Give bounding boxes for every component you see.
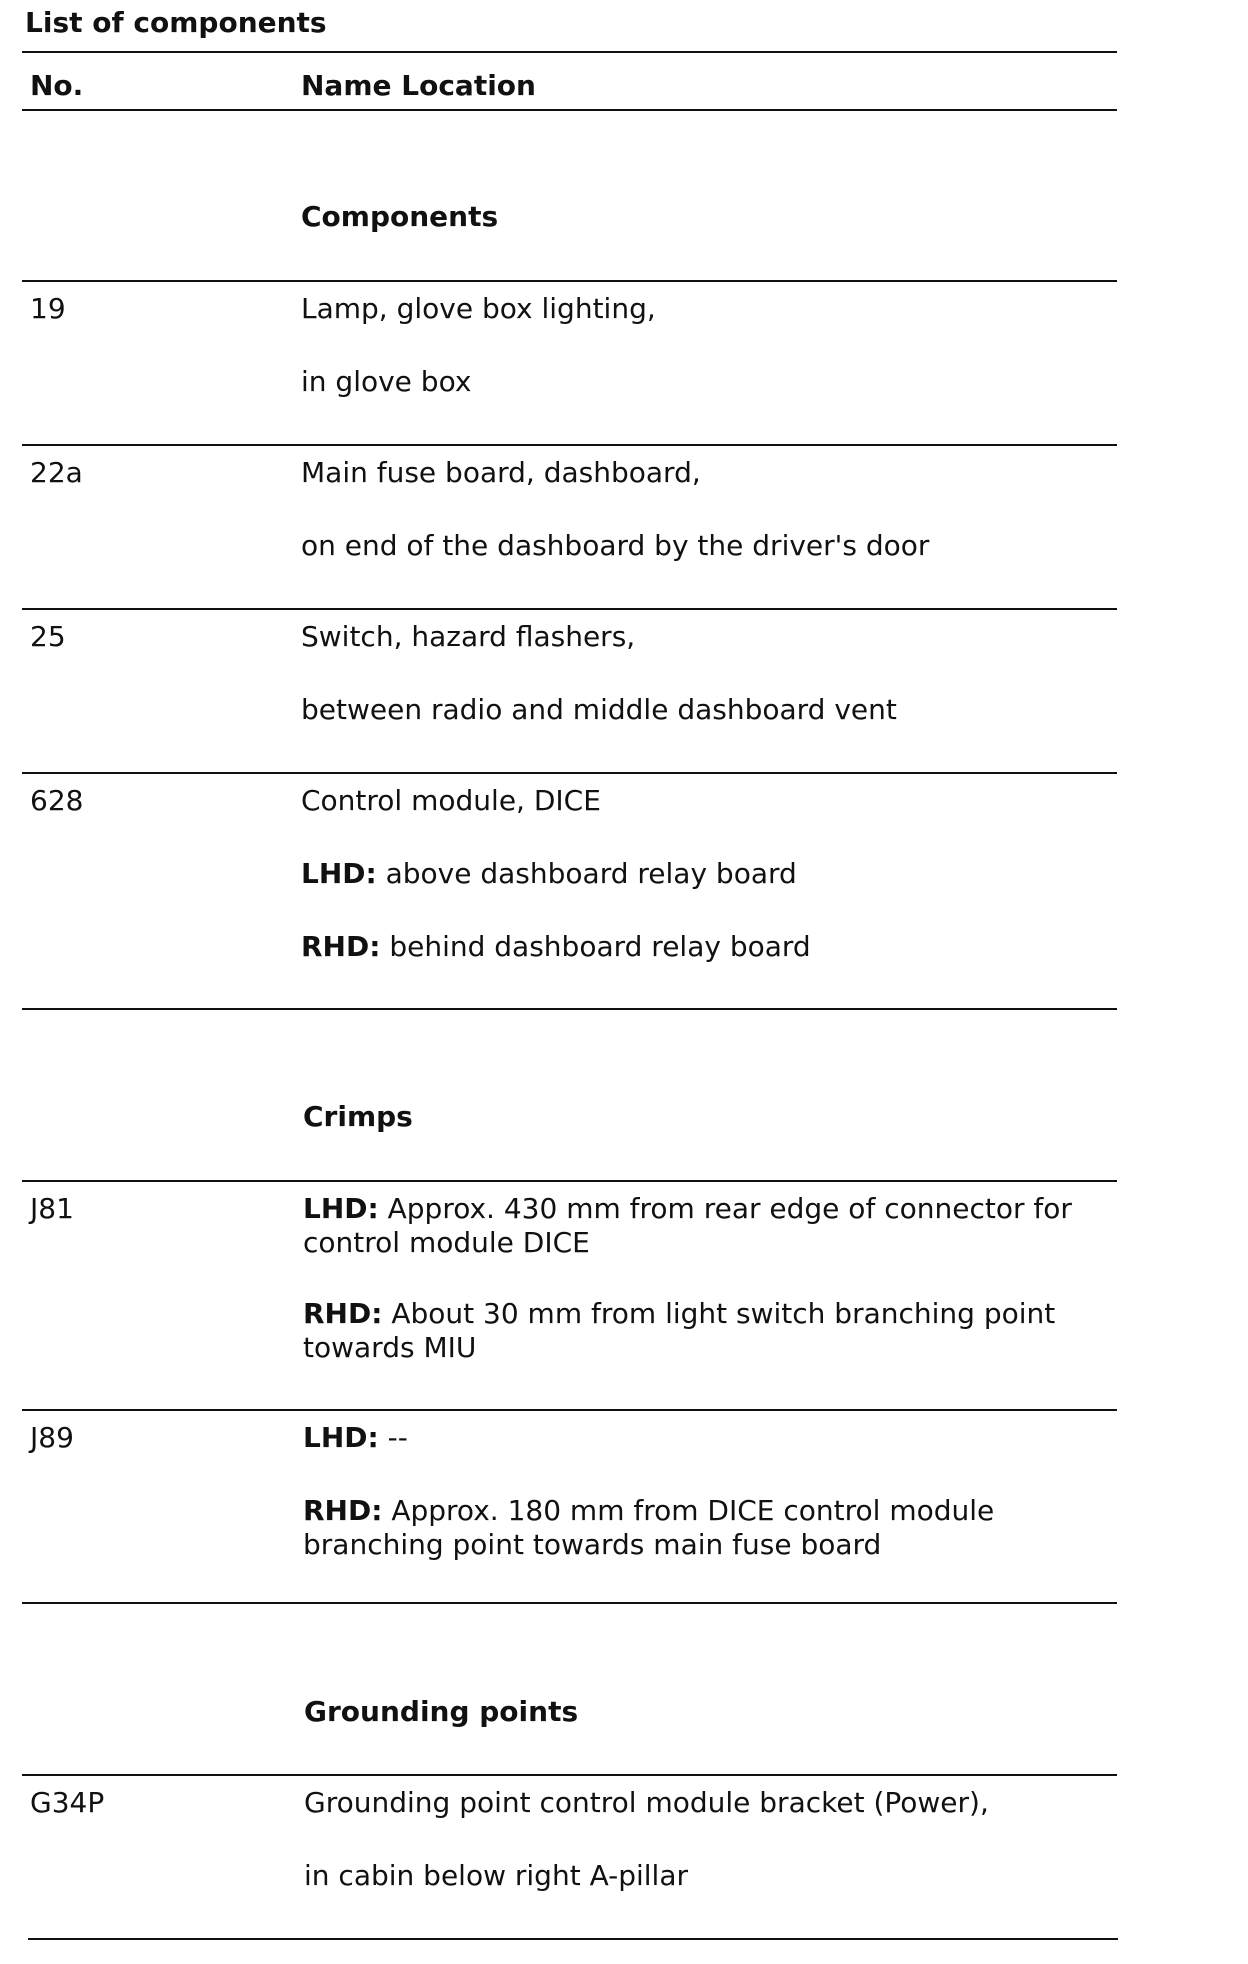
component-name: Switch, hazard flashers, — [301, 620, 636, 653]
rhd-text: About 30 mm from light switch branching point towards MIU — [303, 1297, 1056, 1364]
header-no: No. — [30, 69, 84, 102]
component-number: 22a — [30, 456, 83, 489]
lhd-location — [303, 1192, 1103, 1260]
lhd-location — [303, 1421, 1103, 1455]
rhd-label: RHD: — [303, 1297, 383, 1330]
rhd-location — [303, 1494, 1103, 1562]
section-heading-crimps: Crimps — [303, 1100, 413, 1133]
divider — [22, 109, 1117, 111]
component-number: 628 — [30, 784, 84, 817]
section-heading-grounding-points: Grounding points — [304, 1695, 579, 1728]
lhd-label: LHD: — [303, 1192, 379, 1225]
rhd-location — [303, 1297, 1103, 1365]
divider — [22, 772, 1117, 774]
divider — [22, 1409, 1117, 1411]
rhd-text: behind dashboard relay board — [380, 930, 811, 963]
lhd-location — [301, 857, 797, 891]
component-number: 19 — [30, 292, 66, 325]
section-heading-components: Components — [301, 200, 499, 233]
divider — [22, 280, 1117, 282]
divider — [28, 1938, 1118, 1940]
grounding-point-location: in cabin below right A-pillar — [304, 1859, 689, 1892]
rhd-label: RHD: — [301, 930, 381, 963]
header-name-location: Name Location — [301, 69, 536, 102]
crimp-number: J81 — [30, 1192, 74, 1225]
lhd-label: LHD: — [303, 1421, 379, 1454]
divider — [22, 444, 1117, 446]
component-number: 25 — [30, 620, 66, 653]
grounding-point-name: Grounding point control module bracket (Power), — [304, 1786, 989, 1819]
divider — [22, 608, 1117, 610]
divider — [22, 1774, 1117, 1776]
component-name: Control module, DICE — [301, 784, 601, 817]
divider — [22, 1008, 1117, 1010]
document-title: List of components — [25, 6, 327, 39]
rhd-location — [301, 930, 811, 964]
component-location: on end of the dashboard by the driver's door — [301, 529, 930, 562]
divider — [22, 51, 1117, 53]
lhd-label: LHD: — [301, 857, 377, 890]
grounding-point-number: G34P — [30, 1786, 105, 1819]
divider — [22, 1180, 1117, 1182]
rhd-label: RHD: — [303, 1494, 383, 1527]
component-location: between radio and middle dashboard vent — [301, 693, 897, 726]
lhd-text: Approx. 430 mm from rear edge of connector for control module DICE — [303, 1192, 1072, 1259]
lhd-text: above dashboard relay board — [376, 857, 797, 890]
rhd-text: Approx. 180 mm from DICE control module branching point towards main fuse board — [303, 1494, 995, 1561]
component-location: in glove box — [301, 365, 472, 398]
crimp-number: J89 — [30, 1421, 74, 1454]
component-name: Main fuse board, dashboard, — [301, 456, 701, 489]
component-name: Lamp, glove box lighting, — [301, 292, 656, 325]
divider — [22, 1602, 1117, 1604]
lhd-text: -- — [378, 1421, 408, 1454]
